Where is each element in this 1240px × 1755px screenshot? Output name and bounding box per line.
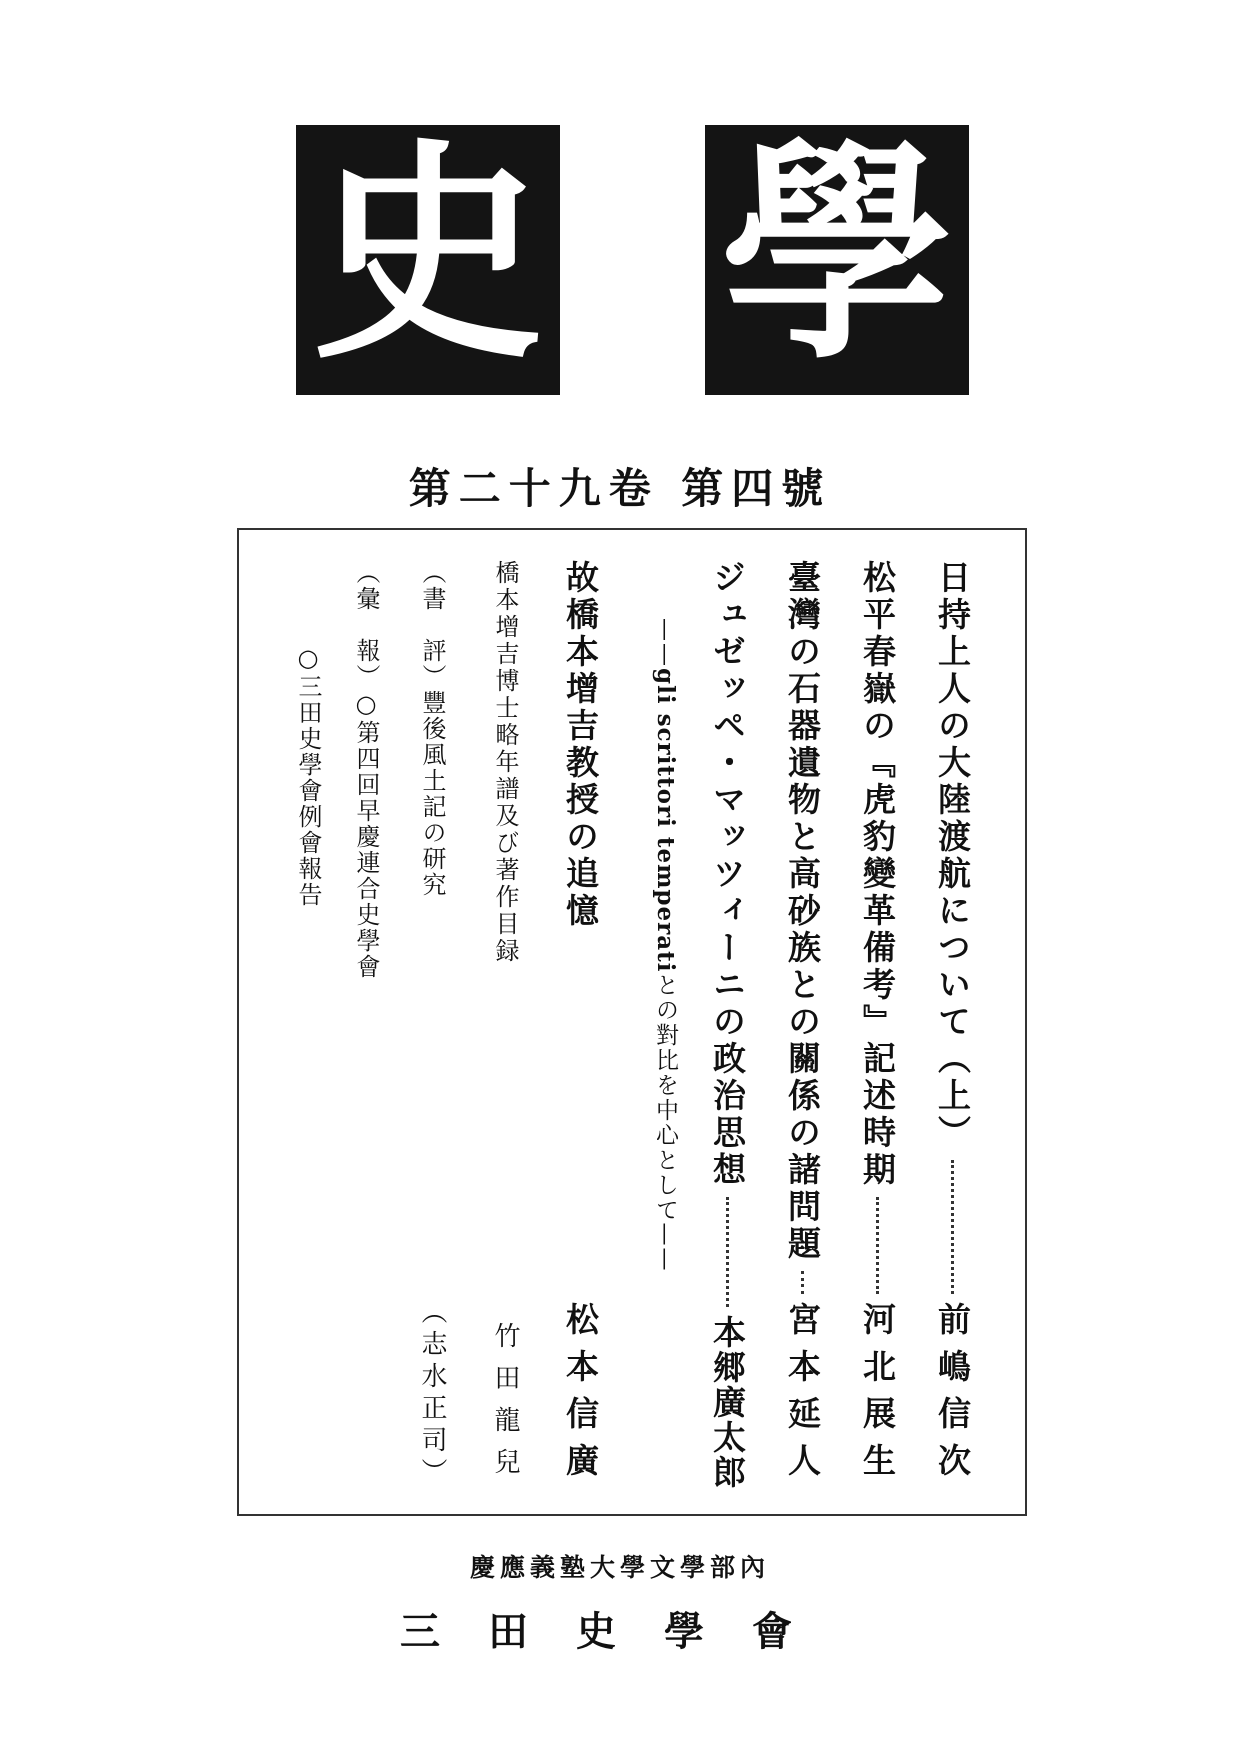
article-author: 河北展生 <box>858 1302 897 1490</box>
toc-entry-reports-2 <box>291 644 326 1144</box>
table-of-contents <box>237 528 1027 1516</box>
volume-number: 第二十九卷 第四號 <box>408 464 832 513</box>
article-title: 日持上人の大陸渡航について（上） <box>933 560 972 1152</box>
article-title: 臺灣の石器遺物と高砂族との關係の諸問題 <box>783 560 822 1263</box>
toc-entry-3 <box>779 560 826 1490</box>
article-title: ジュゼッペ・マッツィーニの政治思想 <box>708 560 747 1189</box>
subtitle-latin: gli scrittori temperati <box>652 668 679 973</box>
toc-entry-1 <box>929 560 976 1490</box>
leader-dots <box>726 1197 729 1307</box>
article-title: 故橋本增吉教授の追憶 <box>561 560 600 930</box>
leader-dots <box>876 1197 879 1294</box>
toc-entry-4 <box>704 560 751 1490</box>
article-subtitle <box>649 618 682 1273</box>
subtitle-dash-open: —— <box>652 618 678 668</box>
review-label <box>415 560 450 898</box>
review-title: 豐後風土記の研究 <box>418 690 446 898</box>
masthead-char-left <box>296 117 560 395</box>
article-author: 宮本延人 <box>783 1302 822 1490</box>
leader-dots <box>801 1271 804 1294</box>
masthead-char-left-text: 史 <box>311 117 544 390</box>
bibliography-author: 竹田龍兒 <box>490 1322 520 1490</box>
article-author: 本郷廣太郎 <box>708 1315 747 1490</box>
toc-entry-2 <box>854 560 901 1490</box>
report-label: （彙 報） <box>352 560 380 690</box>
masthead-char-right-text: 學 <box>720 117 953 390</box>
toc-entry-reports <box>349 560 384 1060</box>
review-author: （志水正司） <box>417 1298 447 1490</box>
toc-entry-bibliography <box>487 560 524 1490</box>
article-author: 松本信廣 <box>561 1302 600 1490</box>
publisher-affiliation: 慶應義塾大學文學部內 <box>469 1553 770 1582</box>
toc-entry-4-subtitle <box>649 618 682 1318</box>
report-item-2: ○三田史學會例會報告 <box>294 644 322 908</box>
masthead-char-right <box>705 117 969 395</box>
article-author: 前嶋信次 <box>933 1302 972 1490</box>
article-title: 松平春嶽の『虎豹變革備考』記述時期 <box>858 560 897 1189</box>
toc-entry-5 <box>557 560 604 1490</box>
report-line-1 <box>349 560 384 980</box>
bibliography-title: 橋本增吉博士略年譜及び著作目録 <box>491 560 519 965</box>
publisher-name: 三田史學會 <box>400 1608 840 1655</box>
report-item-1: ○第四回早慶連合史學會 <box>352 690 380 980</box>
review-label-text: （書 評） <box>418 560 446 690</box>
leader-dots <box>951 1160 954 1294</box>
subtitle-rest: との對比を中心として—— <box>652 972 678 1273</box>
toc-entry-review <box>414 560 451 1490</box>
